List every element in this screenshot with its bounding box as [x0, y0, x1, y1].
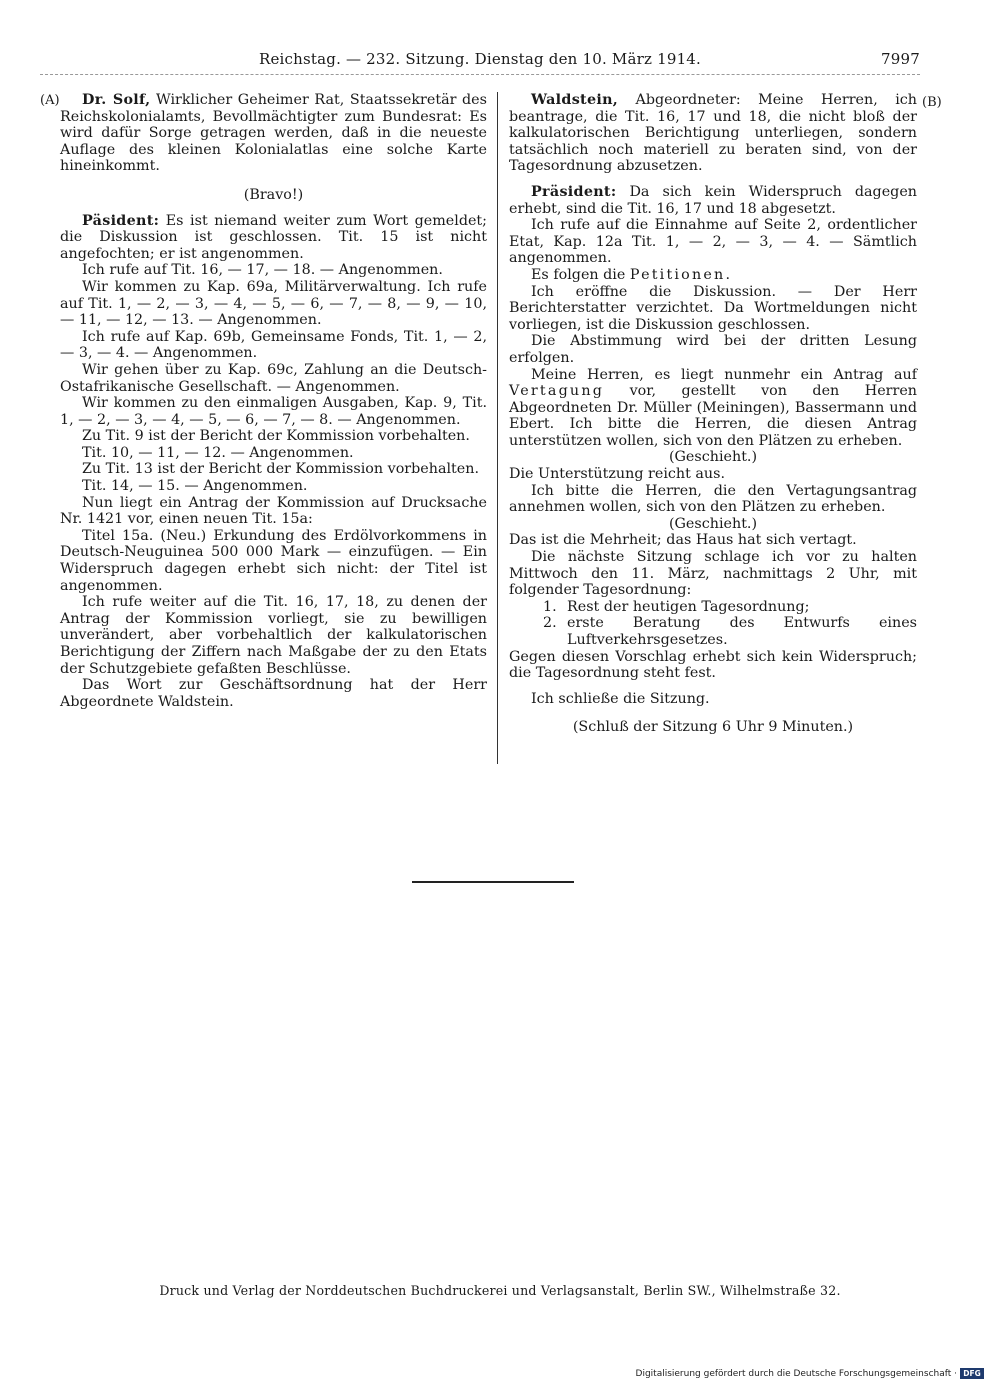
header-title: Reichstag. — 232. Sitzung. Dienstag den 10. März 1914. — [258, 50, 702, 68]
speaker-name: Waldstein, — [531, 92, 619, 108]
column-divider — [497, 92, 498, 764]
agenda-item-number: 2. — [543, 615, 557, 632]
paragraph — [509, 267, 917, 284]
paragraph — [509, 367, 917, 450]
paragraph: Ich schließe die Sitzung. — [531, 690, 710, 707]
page-number: 7997 — [881, 50, 920, 68]
paragraph — [60, 92, 487, 175]
speaker-name: Präsident: — [531, 183, 617, 200]
closing-note: (Schluß der Sitzung 6 Uhr 9 Minuten.) — [572, 719, 854, 736]
paragraph: Tit. 14, — 15. — Angenommen. — [82, 478, 308, 495]
speaker-name: Dr. Solf, — [82, 92, 151, 108]
paragraph: Gegen diesen Vorschlag erhebt sich kein Widerspruch; die Tagesordnung steht fest. — [509, 648, 917, 682]
agenda-item-text: Rest der heutigen Tagesordnung; — [567, 598, 810, 615]
interjection: (Bravo!) — [243, 186, 304, 203]
paragraph: Wir kommen zu den einmaligen Ausgaben, Kap. 9, Tit. 1, — 2, — 3, — 4, — 5, — 6, — 7, — 8. — Angenommen. — [60, 395, 487, 428]
paragraph: Nun liegt ein Antrag der Kommission auf Drucksache Nr. 1421 vor, einen neuen Tit. 15a: — [60, 494, 487, 528]
agenda-item — [509, 599, 917, 616]
paragraph — [509, 184, 917, 217]
paragraph: Das ist die Mehrheit; das Haus hat sich vertagt. — [509, 532, 857, 549]
paragraph: Die Unterstützung reicht aus. — [509, 466, 726, 483]
paragraph: Ich rufe auf Kap. 69b, Gemeinsame Fonds, Tit. 1, — 2, — 3, — 4. — Angenommen. — [60, 328, 487, 362]
paragraph: Tit. 10, — 11, — 12. — Angenommen. — [82, 444, 354, 461]
paragraph-text: Da sich kein Widerspruch dagegen erhebt, sind die Tit. 16, 17 und 18 abgesetzt. — [509, 183, 917, 217]
paragraph: Titel 15a. (Neu.) Erkundung des Erdölvorkommens in Deutsch-Neuguinea 500 000 Mark — einzufügen. — Ein Widerspruch dagegen erhebt sich nicht: der Titel ist angenommen. — [60, 527, 487, 594]
margin-marker-a: (A) — [40, 93, 60, 108]
paragraph-text: Meine Herren, es liegt nunmehr ein Antrag auf — [531, 366, 917, 383]
header-rule — [40, 74, 920, 75]
printer-imprint: Druck und Verlag der Norddeutschen Buchdruckerei und Verlagsanstalt, Berlin SW., Wilhelmstraße 32. — [159, 1283, 841, 1298]
dfg-credit-text: Digitalisierung gefördert durch die Deutsche Forschungsgemeinschaft · — [635, 1369, 957, 1379]
paragraph-text: Es ist niemand weiter zum Wort gemeldet; die Diskussion ist geschlossen. Tit. 15 ist nicht angefochten; er ist angenommen. — [60, 212, 487, 262]
paragraph: Ich rufe auf die Einnahme auf Seite 2, ordentlicher Etat, Kap. 12a Tit. 1, — 2, — 3, — 4. — Sämtlich angenommen. — [509, 217, 917, 267]
end-rule — [412, 881, 574, 883]
paragraph-text: Wirklicher Geheimer Rat, Staatssekretär des Reichskolonialamts, Bevollmächtigter zum Bundesrat: Es wird dafür Sorge getragen werden, daß in die neueste Auflage des kleinen Kolonialatlas eine solche Karte hineinkommt. — [60, 92, 487, 175]
paragraph: Wir gehen über zu Kap. 69c, Zahlung an die Deutsch-Ostafrikanische Gesellschaft. — Angenommen. — [60, 361, 487, 395]
paragraph: Ich bitte die Herren, die den Vertagungsantrag annehmen wollen, sich von den Plätzen zu erheben. — [509, 482, 917, 516]
left-column — [60, 92, 487, 710]
paragraph-text: vor, gestellt von den Herren Abgeordneten Dr. Müller (Meiningen), Bassermann und Ebert. Ich bitte die Herren, die diesen Antrag unterstützen wollen, sich von den Plätzen zu erheben. — [509, 383, 917, 449]
interjection: (Geschieht.) — [668, 515, 758, 532]
paragraph: Ich rufe weiter auf die Tit. 16, 17, 18, zu denen der Antrag der Kommission vorliegt, sie zu bewilligen unverändert, aber vorbehaltlich der kalkulatorischen Berichtigung der Ziffern nach Maßgabe der zu den Etats der Schutzgebiete gefaßten Beschlüsse. — [60, 594, 487, 677]
agenda-item-number: 1. — [543, 598, 557, 615]
paragraph-text: Es folgen die — [531, 266, 630, 283]
page-header — [40, 50, 920, 74]
paragraph — [60, 213, 487, 263]
paragraph: Zu Tit. 9 ist der Bericht der Kommission vorbehalten. — [82, 428, 470, 445]
emphasis-text: Petitionen. — [629, 266, 733, 283]
dfg-credit — [636, 1368, 984, 1379]
paragraph: Wir kommen zu Kap. 69a, Militärverwaltung. Ich rufe auf Tit. 1, — 2, — 3, — 4, — 5, — 6, — 7, — 8, — 9, — 10, — 11, — 12, — 13. — Angenommen. — [60, 278, 487, 329]
paragraph-text: Abgeordneter: Meine Herren, ich beantrage, die Tit. 16, 17 und 18, die nicht bloß der kalkulatorischen Berichtigung unterliegen, sondern tatsächlich noch materiell zu beraten sind, von der Tagesordnung abzusetzen. — [509, 92, 917, 175]
interjection: (Geschieht.) — [668, 449, 758, 466]
paragraph: Ich rufe auf Tit. 16, — 17, — 18. — Angenommen. — [82, 262, 443, 279]
paragraph: Die nächste Sitzung schlage ich vor zu halten Mittwoch den 11. März, nachmittags 2 Uhr, mit folgender Tagesordnung: — [509, 549, 917, 599]
paragraph: Zu Tit. 13 ist der Bericht der Kommission vorbehalten. — [82, 461, 480, 478]
margin-marker-b: (B) — [922, 95, 942, 110]
agenda-item — [509, 615, 917, 648]
emphasis-text: Vertagung — [509, 383, 605, 400]
paragraph — [509, 92, 917, 175]
dfg-logo: DFG — [960, 1368, 984, 1379]
right-column — [509, 92, 917, 745]
paragraph: Die Abstimmung wird bei der dritten Lesung erfolgen. — [509, 333, 917, 366]
agenda-item-text: erste Beratung des Entwurfs eines Luftverkehrsgesetzes. — [567, 615, 917, 648]
paragraph: Das Wort zur Geschäftsordnung hat der Herr Abgeordnete Waldstein. — [60, 677, 487, 710]
paragraph: Ich eröffne die Diskussion. — Der Herr Berichterstatter verzichtet. Da Wortmeldungen nicht vorliegen, ist die Diskussion geschlossen. — [509, 283, 917, 333]
speaker-name: Päsident: — [82, 212, 160, 229]
